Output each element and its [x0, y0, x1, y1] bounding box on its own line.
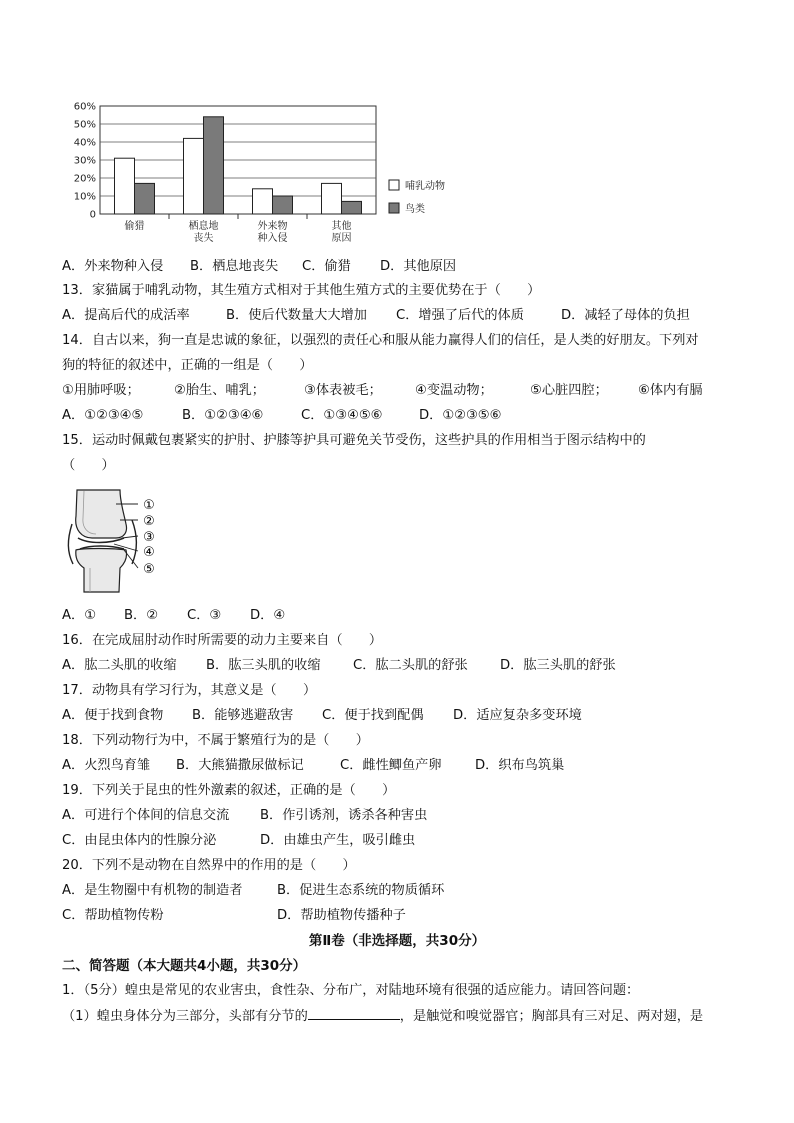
- q14-stem-line1: 14．自古以来，狗一直是忠诚的象征，以强烈的责任心和服从能力赢得人们的信任，是人类的好朋友。下列对: [62, 333, 699, 348]
- joint-cartilage: [78, 538, 124, 549]
- y-tick-label: 20%: [73, 173, 96, 185]
- q20-options-row2: [62, 907, 406, 925]
- femur-bone: [76, 490, 127, 538]
- diagram-label-5: ⑤: [143, 562, 155, 577]
- q15-option-d: D．④: [250, 608, 286, 623]
- q13-option-c: C．增强了后代的体质: [396, 308, 524, 323]
- part2-q1-sub1-text-before: （1）蝗虫身体分为三部分，头部有分节的: [62, 1009, 308, 1024]
- bar-mammal: [322, 183, 342, 214]
- bar-mammal: [253, 189, 273, 214]
- q15-option-c: C．③: [187, 608, 222, 623]
- q17-option-d: D．适应复杂多变环境: [453, 708, 582, 723]
- y-tick-label: 60%: [73, 101, 96, 113]
- x-category-label: 丧失: [193, 233, 214, 244]
- q20-options-row1: [62, 882, 444, 900]
- tibia-bone: [76, 549, 127, 593]
- q13-stem: 13．家猫属于哺乳动物，其生殖方式相对于其他生殖方式的主要优势在于（ ）: [62, 283, 541, 298]
- bar-bird: [342, 201, 362, 214]
- legend-label: 鸟类: [405, 204, 425, 215]
- bar-chart: [60, 96, 480, 250]
- q18-option-b: B．大熊猫撒尿做标记: [176, 758, 304, 773]
- bar-mammal: [184, 138, 204, 214]
- q19-options-row2: [62, 832, 415, 850]
- y-tick-label: 50%: [73, 119, 96, 131]
- q14-feature-2: ②胎生、哺乳；: [174, 383, 265, 398]
- q14-feature-1: ①用肺呼吸；: [62, 383, 140, 398]
- chart-legend: [389, 179, 445, 215]
- q17-options: [62, 707, 582, 725]
- chart-bars: [115, 117, 362, 214]
- q13-option-b: B．使后代数量大大增加: [226, 308, 367, 323]
- x-category-label: 外来物: [257, 221, 288, 232]
- q19-stem: 19．下列关于昆虫的性外激素的叙述，正确的是（ ）: [62, 783, 396, 798]
- q19-option-a: A．可进行个体间的信息交流: [62, 808, 230, 823]
- q13-option-d: D．减轻了母体的负担: [561, 308, 690, 323]
- diagram-label-4: ④: [143, 545, 155, 560]
- q15-stem-line2: （ ）: [62, 458, 115, 473]
- q17-option-a: A．便于找到食物: [62, 708, 164, 723]
- q16-option-d: D．肱三头肌的舒张: [500, 658, 616, 673]
- q17-option-c: C．便于找到配偶: [322, 708, 424, 723]
- q16-stem: 16．在完成屈肘动作时所需要的动力主要来自（ ）: [62, 633, 383, 648]
- q18-option-a: A．火烈鸟育雏: [62, 758, 151, 773]
- part2-q1-sub1-text-after: ，是触觉和嗅觉器官；胸部具有三对足、两对翅，是: [399, 1009, 704, 1024]
- chart-y-ticks: [74, 102, 96, 221]
- q19-option-b: B．作引诱剂，诱杀各种害虫: [260, 808, 428, 823]
- q19-option-c: C．由昆虫体内的性腺分泌: [62, 833, 217, 848]
- x-category-label: 偷猎: [124, 221, 145, 232]
- q18-option-c: C．雌性鲫鱼产卵: [340, 758, 442, 773]
- q13-option-a: A．提高后代的成活率: [62, 308, 190, 323]
- q12-option-c: C．偷猎: [302, 259, 351, 274]
- legend-swatch: [389, 203, 399, 213]
- q20-option-a: A．是生物圈中有机物的制造者: [62, 883, 243, 898]
- y-tick-label: 40%: [73, 137, 96, 149]
- q20-option-c: C．帮助植物传粉: [62, 908, 164, 923]
- q14-option-c: C．①③④⑤⑥: [301, 408, 383, 423]
- q14-options: [62, 407, 501, 425]
- q12-options: [62, 258, 456, 276]
- x-category-label: 原因: [331, 233, 352, 244]
- answer-blank[interactable]: [308, 1007, 400, 1020]
- q17-stem: 17．动物具有学习行为，其意义是（ ）: [62, 683, 317, 698]
- q19-option-d: D．由雄虫产生，吸引雌虫: [260, 833, 416, 848]
- q18-option-d: D．织布鸟筑巢: [475, 758, 565, 773]
- bar-bird: [204, 117, 224, 214]
- q20-option-d: D．帮助植物传播种子: [277, 908, 406, 923]
- q14-option-b: B．①②③④⑥: [182, 408, 264, 423]
- q12-option-b: B．栖息地丧失: [190, 259, 279, 274]
- bar-bird: [135, 183, 155, 214]
- x-category-label: 种入侵: [257, 233, 288, 244]
- q14-option-a: A．①②③④⑤: [62, 408, 144, 423]
- q14-features: [62, 382, 703, 400]
- q16-option-a: A．肱二头肌的收缩: [62, 658, 177, 673]
- q14-option-d: D．①②③⑤⑥: [419, 408, 502, 423]
- y-tick-label: 30%: [73, 155, 96, 167]
- x-category-label: 栖息地: [188, 221, 219, 232]
- diagram-label-3: ③: [143, 530, 155, 545]
- bar-mammal: [115, 158, 135, 214]
- y-tick-label: 0: [89, 209, 96, 221]
- q20-stem: 20．下列不是动物在自然界中的作用的是（ ）: [62, 858, 356, 873]
- q20-option-b: B．促进生态系统的物质循环: [277, 883, 445, 898]
- q18-stem: 18．下列动物行为中，不属于繁殖行为的是（ ）: [62, 733, 369, 748]
- q15-stem-line1: 15．运动时佩戴包裹紧实的护肘、护膝等护具可避免关节受伤，这些护具的作用相当于图示结构中的: [62, 433, 646, 448]
- x-category-label: 其他: [331, 221, 352, 232]
- q14-feature-5: ⑤心脏四腔；: [530, 383, 608, 398]
- q14-feature-3: ③体表被毛；: [304, 383, 382, 398]
- diagram-label-1: ①: [143, 498, 155, 513]
- q16-option-c: C．肱二头肌的舒张: [353, 658, 468, 673]
- q14-stem-line2: 狗的特征的叙述中，正确的一组是（ ）: [62, 358, 313, 373]
- legend-label: 哺乳动物: [405, 181, 445, 192]
- knee-joint-diagram: [64, 488, 160, 594]
- legend-swatch: [389, 180, 399, 190]
- q13-options: [62, 307, 690, 325]
- q12-option-a: A．外来物种入侵: [62, 259, 164, 274]
- q18-options: [62, 757, 564, 775]
- q14-feature-4: ④变温动物；: [415, 383, 493, 398]
- chart-x-labels: [125, 219, 352, 244]
- q15-options: [62, 607, 285, 625]
- q14-feature-6: ⑥体内有膈: [638, 383, 703, 398]
- part2-q1-stem: 1．（5分）蝗虫是常见的农业害虫，食性杂、分布广，对陆地环境有很强的适应能力。请回答问题：: [62, 983, 640, 998]
- bar-bird: [273, 196, 293, 214]
- q16-option-b: B．肱三头肌的收缩: [206, 658, 321, 673]
- part2-q1-sub1: [62, 1007, 703, 1026]
- part2-section-heading: 二、简答题（本大题共4小题，共30分）: [62, 958, 307, 974]
- q12-option-d: D．其他原因: [380, 259, 457, 274]
- part2-title: 第Ⅱ卷（非选择题，共30分）: [308, 933, 486, 949]
- q15-option-a: A．①: [62, 608, 97, 623]
- y-tick-label: 10%: [73, 191, 96, 203]
- q17-option-b: B．能够逃避敌害: [192, 708, 294, 723]
- q16-options: [62, 657, 616, 675]
- diagram-label-2: ②: [143, 514, 155, 529]
- q15-option-b: B．②: [124, 608, 159, 623]
- q19-options-row1: [62, 807, 427, 825]
